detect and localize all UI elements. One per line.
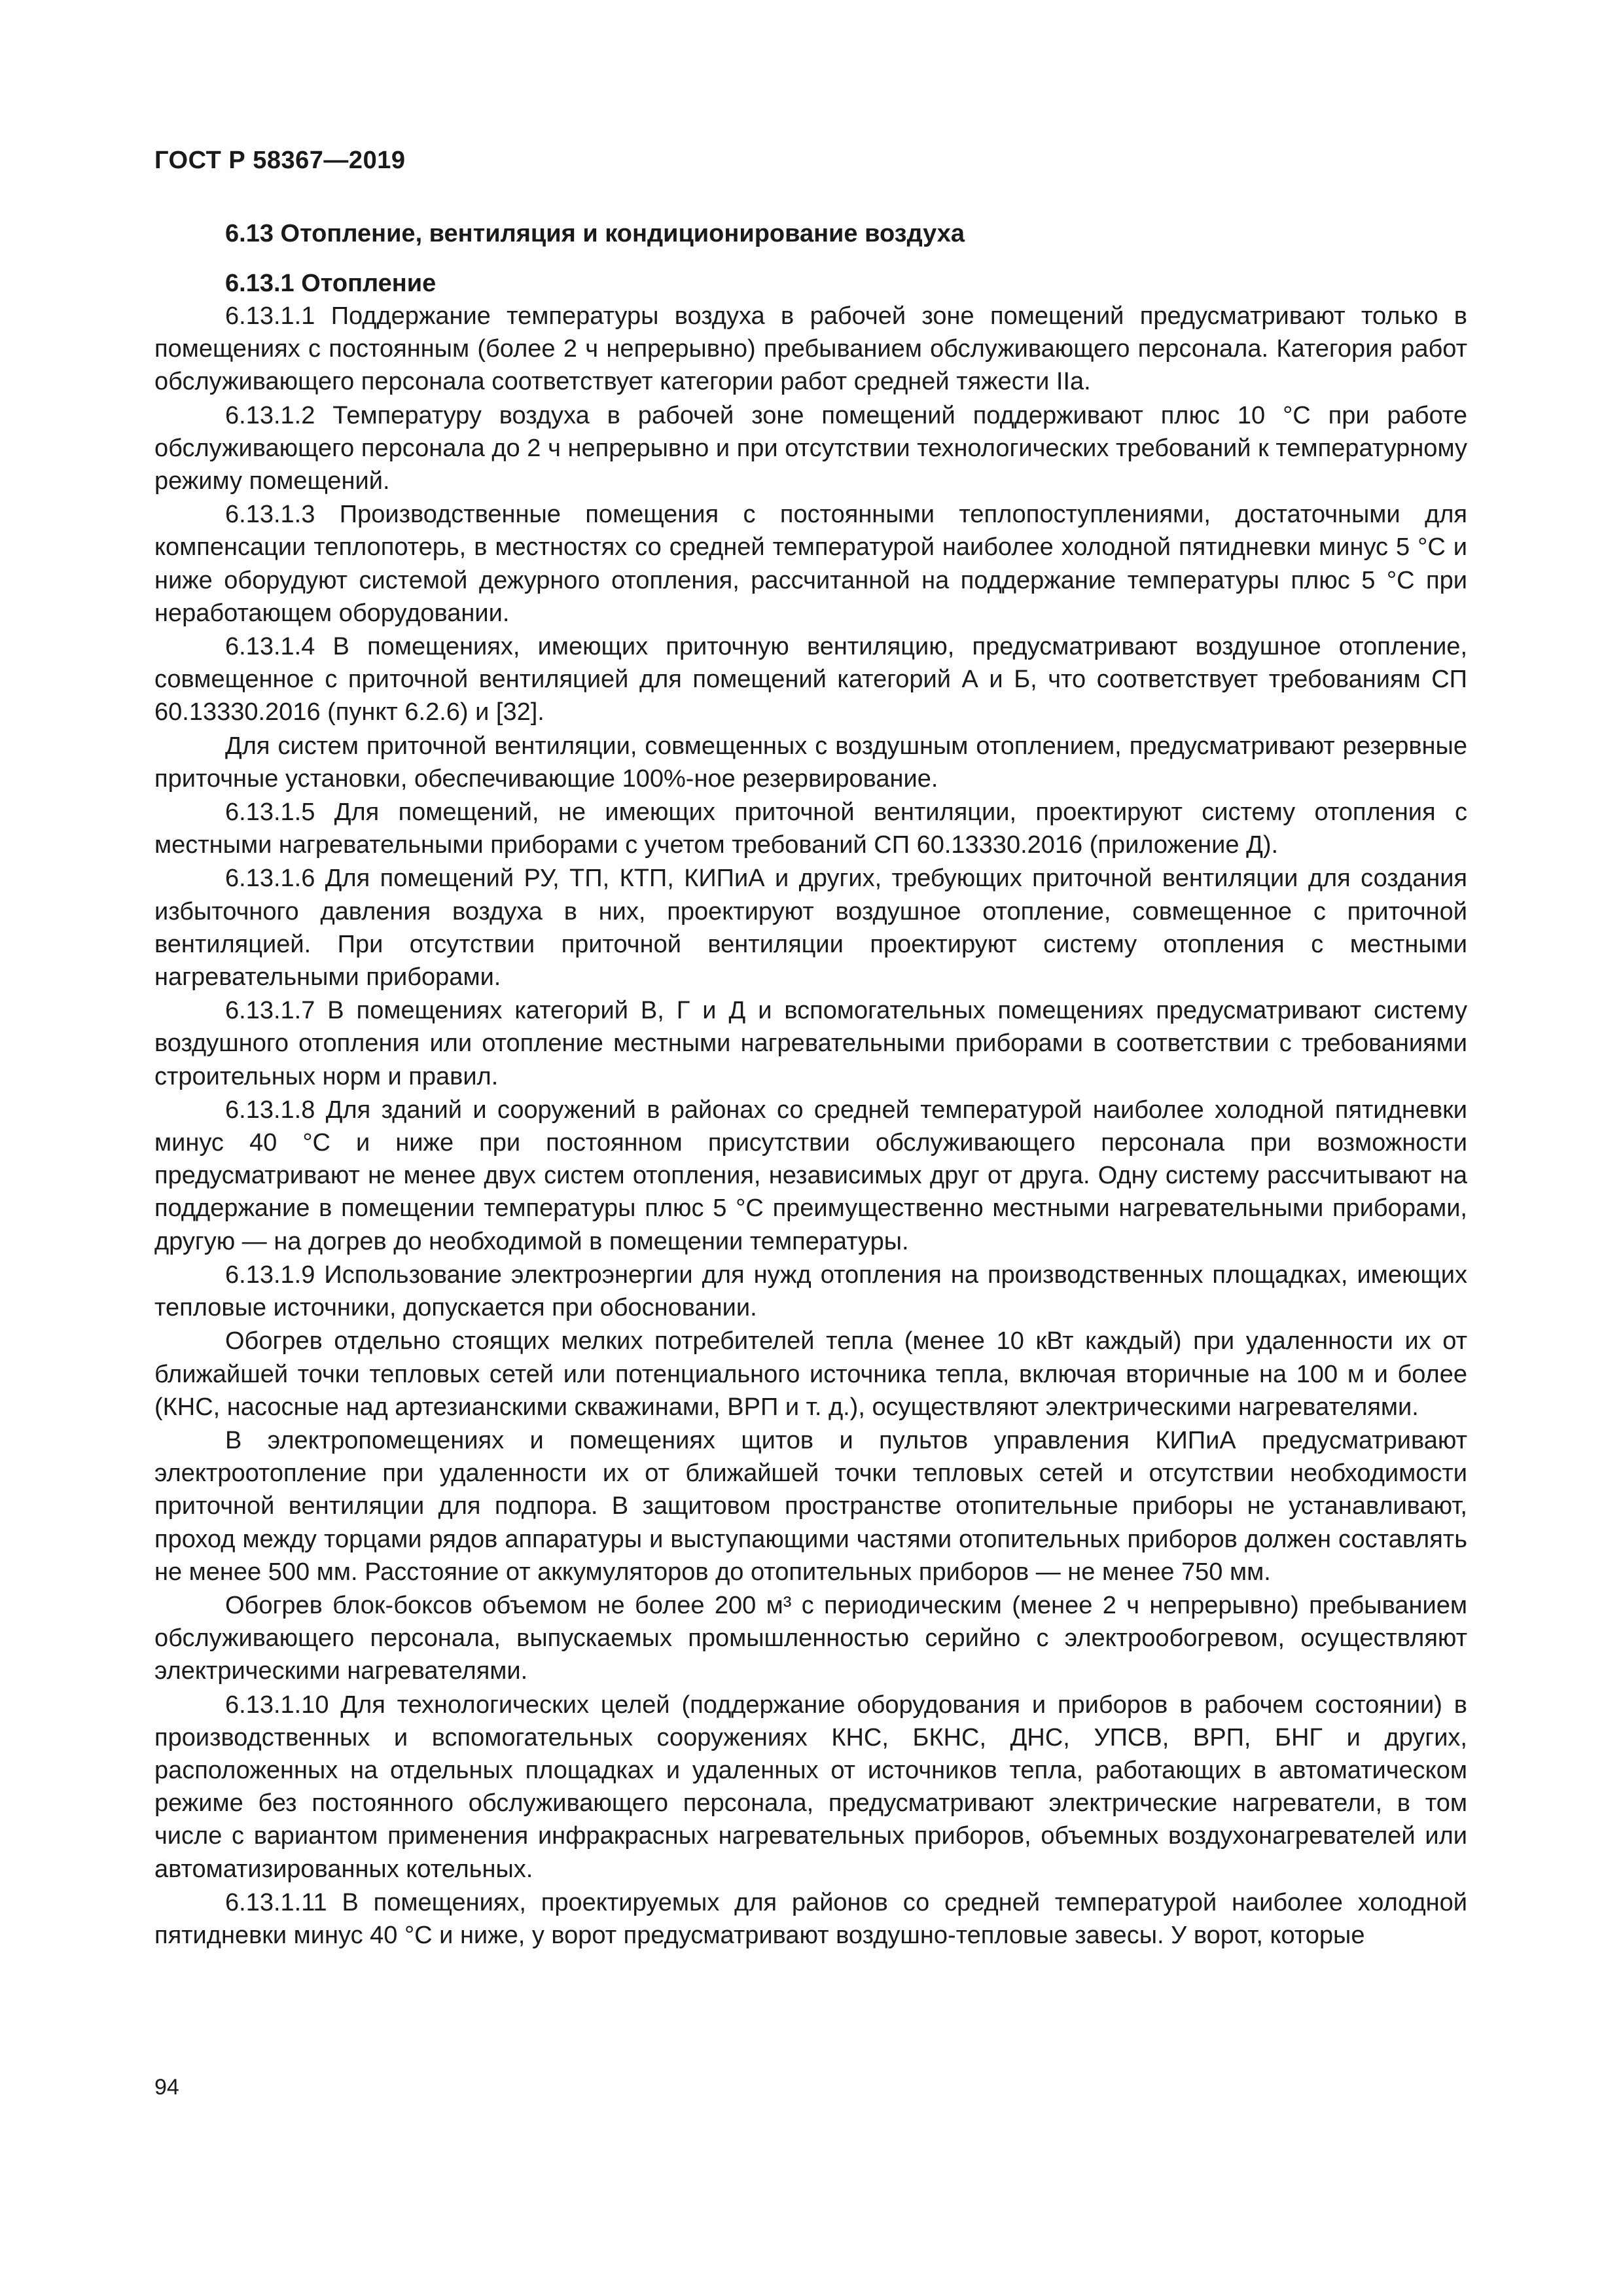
subsection-title: 6.13.1 Отопление xyxy=(225,270,437,297)
paragraph-small-consumers-heating: Обогрев отдельно стоящих мелких потребителей тепла (менее 10 кВт каждый) при удаленности их от ближайшей точки тепловых сетей или потенциального источника тепла, включая вторичные на 100 м и более (КНС, насосные над артезианскими скважинами, ВРП и т. д.), осуществляют электрическими нагревателями. xyxy=(154,1327,1467,1421)
paragraph-electrical-rooms-heating: В электропомещениях и помещениях щитов и пультов управления КИПиА предусматривают электроотопление при удаленности их от ближайшей точки тепловых сетей и отсутствии необходимости приточной вентиляции для подпора. В защитовом пространстве отопительные приборы не устанавливают, проход между торцами рядов аппаратуры и выступающими частями отопительных приборов должен составлять не менее 500 мм. Расстояние от аккумуляторов до отопительных приборов — не менее 750 мм. xyxy=(154,1426,1467,1586)
paragraph-6-13-1-7: 6.13.1.7 В помещениях категорий В, Г и Д и вспомогательных помещениях предусматривают систему воздушного отопления или отопление местными нагревательными приборами в соответствии с требованиями строительных норм и правил. xyxy=(154,997,1467,1090)
page-number: 94 xyxy=(154,2075,179,2100)
paragraph-block-box-heating: Обогрев блок-боксов объемом не более 200 м³ с периодическим (менее 2 ч непрерывно) пребыванием обслуживающего персонала, выпускаемых промышленностью серийно с электрообогревом, осуществляют электрическими нагревателями. xyxy=(154,1591,1467,1685)
paragraph-6-13-1-9: 6.13.1.9 Использование электроэнергии для нужд отопления на производственных площадках, имеющих тепловые источники, допускается при обосновании. xyxy=(154,1261,1467,1322)
paragraph-6-13-1-6: 6.13.1.6 Для помещений РУ, ТП, КТП, КИПиА и других, требующих приточной вентиляции для создания избыточного давления воздуха в них, проектируют воздушное отопление, совмещенное с приточной вентиляцией. При отсутствии приточной вентиляции проектируют систему отопления с местными нагревательными приборами. xyxy=(154,865,1467,992)
paragraph-6-13-1-2: 6.13.1.2 Температуру воздуха в рабочей зоне помещений поддерживают плюс 10 °С при работе обслуживающего персонала до 2 ч непрерывно и при отсутствии технологических требований к температурному режиму помещений. xyxy=(154,401,1467,495)
document-header: ГОСТ Р 58367—2019 xyxy=(154,147,406,174)
paragraph-6-13-1-5: 6.13.1.5 Для помещений, не имеющих приточной вентиляции, проектируют систему отопления с местными нагревательными приборами с учетом требований СП 60.13330.2016 (приложение Д). xyxy=(154,798,1467,859)
paragraph-6-13-1-1: 6.13.1.1 Поддержание температуры воздуха в рабочей зоне помещений предусматривают только в помещениях с постоянным (более 2 ч непрерывно) пребыванием обслуживающего персонала. Категория работ обслуживающего персонала соответствует категории работ средней тяжести IIа. xyxy=(154,302,1467,396)
paragraph-6-13-1-8: 6.13.1.8 Для зданий и сооружений в районах со средней температурой наиболее холодной пятидневки минус 40 °С и ниже при постоянном присутствии обслуживающего персонала при возможности предусматривают не менее двух систем отопления, независимых друг от друга. Одну систему рассчитывают на поддержание в помещении температуры плюс 5 °С преимущественно местными нагревательными приборами, другую — на догрев до необходимой в помещении температуры. xyxy=(154,1096,1467,1255)
paragraph-6-13-1-4: 6.13.1.4 В помещениях, имеющих приточную вентиляцию, предусматривают воздушное отопление, совмещенное с приточной вентиляцией для помещений категорий А и Б, что соответствует требованиям СП 60.13330.2016 (пункт 6.2.6) и [32]. xyxy=(154,633,1467,726)
paragraph-6-13-1-3: 6.13.1.3 Производственные помещения с постоянными теплопоступлениями, достаточными для компенсации теплопотерь, в местностях со средней температурой наиболее холодной пятидневки минус 5 °С и ниже оборудуют системой дежурного отопления, рассчитанной на поддержание температуры плюс 5 °С при неработающем оборудовании. xyxy=(154,501,1467,627)
paragraph-6-13-1-10: 6.13.1.10 Для технологических целей (поддержание оборудования и приборов в рабочем состоянии) в производственных и вспомогательных сооружениях КНС, БКНС, ДНС, УПСВ, ВРП, БНГ и других, расположенных на отдельных площадках и удаленных от источников тепла, работающих в автоматическом режиме без постоянного обслуживающего персонала, предусматривают электрические нагреватели, в том числе с вариантом применения инфракрасных нагревательных приборов, объемных воздухонагревателей или автоматизированных котельных. xyxy=(154,1691,1467,1883)
section-title: 6.13 Отопление, вентиляция и кондиционирование воздуха xyxy=(225,220,965,247)
paragraph-6-13-1-11: 6.13.1.11 В помещениях, проектируемых для районов со средней температурой наиболее холодной пятидневки минус 40 °С и ниже, у ворот предусматривают воздушно-тепловые завесы. У ворот, которые xyxy=(154,1888,1467,1949)
paragraph-ventilation-reserve: Для систем приточной вентиляции, совмещенных с воздушным отоплением, предусматривают резервные приточные установки, обеспечивающие 100%-ное резервирование. xyxy=(154,732,1467,793)
document-body xyxy=(154,217,1467,1952)
